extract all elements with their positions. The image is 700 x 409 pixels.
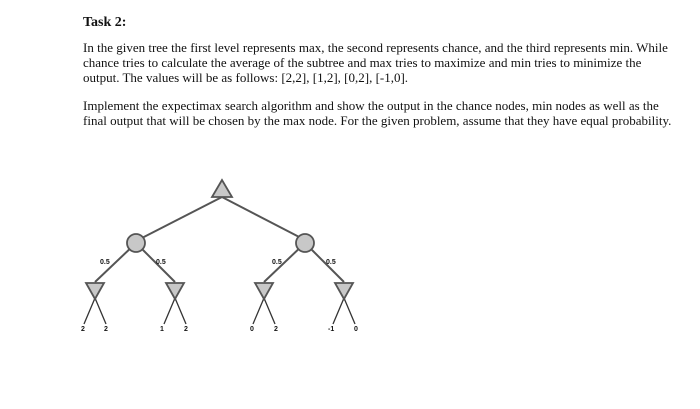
edge-min-leaf-6: [264, 298, 275, 324]
leaf-value: 2: [81, 326, 85, 333]
min-node-3: [255, 283, 273, 299]
leaf-value: -1: [328, 326, 335, 333]
probability-label: 0.5: [100, 259, 110, 266]
chance-node-left: [127, 234, 145, 252]
min-node-1: [86, 283, 104, 299]
min-node-4: [335, 283, 353, 299]
leaf-value: 2: [184, 326, 188, 333]
probability-label: 0.5: [326, 259, 336, 266]
edge-max-chance-right: [222, 197, 305, 240]
edge-min-leaf-4: [175, 298, 186, 324]
task-paragraph-2: Implement the expectimax search algorithm and show the output in the chance nodes, min nodes as well as the final output that will be chosen by the max node. For the given problem, assume that they have equal probability.: [83, 98, 672, 128]
edge-min-leaf-8: [344, 298, 355, 324]
leaf-value: 0: [354, 326, 358, 333]
edge-min-leaf-1: [84, 298, 95, 324]
edge-min-leaf-5: [253, 298, 264, 324]
task-title: Task 2:: [83, 15, 127, 30]
leaf-value: 2: [104, 326, 108, 333]
edge-min-leaf-3: [164, 298, 175, 324]
probability-label: 0.5: [272, 259, 282, 266]
edge-max-chance-left: [138, 197, 222, 240]
chance-node-right: [296, 234, 314, 252]
leaf-value: 1: [160, 326, 164, 333]
probability-label: 0.5: [156, 259, 166, 266]
task-paragraph-1: In the given tree the first level represents max, the second represents chance, and the third represents min. While chance tries to calculate the average of the subtree and max tries to maximize and min tries to minimize the output. The values will be as follows: [2,2], [1,2], [0,2], [-1,0].: [83, 40, 668, 85]
edge-min-leaf-7: [333, 298, 344, 324]
leaf-value: 2: [274, 326, 278, 333]
min-node-2: [166, 283, 184, 299]
edge-min-leaf-2: [95, 298, 106, 324]
leaf-value: 0: [250, 326, 254, 333]
max-node: [212, 180, 232, 197]
